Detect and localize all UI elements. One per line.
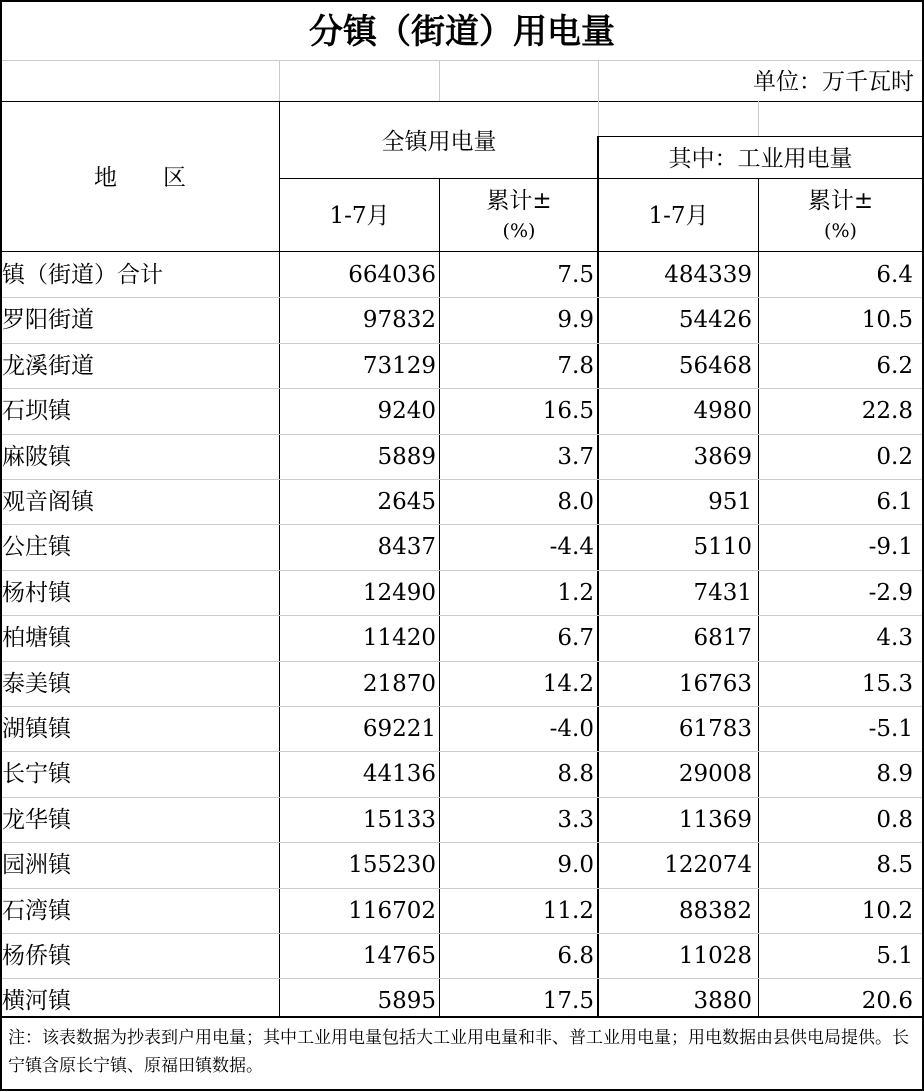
cell-industrial: 5110 <box>693 534 752 561</box>
cell-total: 73129 <box>362 352 436 379</box>
cell-total-growth: 3.7 <box>557 443 594 470</box>
cell-industrial: 88382 <box>678 897 752 924</box>
cell-total: 5889 <box>377 443 436 470</box>
header-ind-growth-unit: (%) <box>824 220 857 242</box>
cell-industrial-growth: 6.2 <box>876 352 913 379</box>
divider <box>758 101 759 136</box>
unit-label: 单位：万千瓦时 <box>753 69 914 95</box>
cell-industrial-growth: 20.6 <box>861 988 913 1015</box>
cell-industrial-growth: 4.3 <box>876 625 913 652</box>
cell-industrial: 61783 <box>678 716 752 742</box>
cell-region: 长宁镇 <box>2 761 71 788</box>
cell-region: 龙溪街道 <box>2 352 94 379</box>
cell-total: 8437 <box>377 534 436 561</box>
cell-total: 15133 <box>362 806 436 833</box>
cell-industrial: 54426 <box>678 307 752 334</box>
cell-region: 柏塘镇 <box>2 625 71 652</box>
divider <box>2 1016 922 1018</box>
cell-total: 2645 <box>377 489 436 515</box>
cell-total: 14765 <box>362 943 436 969</box>
cell-total-growth: 14.2 <box>542 670 594 697</box>
header-region: 地 区 <box>94 165 186 191</box>
divider <box>279 178 922 179</box>
cell-total: 97832 <box>362 307 436 334</box>
cell-total-growth: 1.2 <box>557 579 594 606</box>
cell-industrial-growth: 0.8 <box>876 806 913 833</box>
cell-total: 9240 <box>377 398 436 425</box>
cell-industrial-growth: 5.1 <box>876 943 913 969</box>
cell-industrial: 16763 <box>678 670 752 697</box>
cell-total: 5895 <box>377 988 436 1015</box>
cell-industrial-growth: 8.5 <box>876 852 913 879</box>
divider <box>598 136 922 137</box>
divider <box>439 60 440 101</box>
divider <box>2 251 922 252</box>
cell-industrial: 7431 <box>693 579 752 606</box>
cell-industrial-growth: 6.1 <box>876 489 913 515</box>
cell-region: 园洲镇 <box>2 852 71 879</box>
cell-total-growth: 6.7 <box>557 625 594 652</box>
cell-industrial-growth: 8.9 <box>876 761 913 788</box>
cell-industrial: 11369 <box>678 806 752 833</box>
header-total-growth: 累计± <box>486 188 552 214</box>
header-ind-period: 1-7月 <box>648 203 709 229</box>
cell-total: 12490 <box>362 579 436 606</box>
cell-region: 公庄镇 <box>2 534 71 561</box>
cell-region: 石坝镇 <box>2 398 71 425</box>
cell-industrial-growth: 10.5 <box>861 307 913 334</box>
page-title: 分镇（街道）用电量 <box>309 12 615 52</box>
cell-total-growth: 16.5 <box>542 398 594 425</box>
divider <box>2 60 922 61</box>
cell-region: 杨侨镇 <box>2 943 71 969</box>
cell-region: 镇（街道）合计 <box>2 262 163 288</box>
cell-industrial: 29008 <box>678 761 752 788</box>
cell-total: 155230 <box>348 852 436 879</box>
cell-total-growth: 6.8 <box>557 943 594 969</box>
cell-region: 罗阳街道 <box>2 307 94 334</box>
header-total-period: 1-7月 <box>329 203 390 229</box>
cell-total: 21870 <box>362 670 436 697</box>
header-ind-growth: 累计± <box>807 188 874 214</box>
divider <box>279 60 280 101</box>
cell-total: 116702 <box>348 897 436 924</box>
cell-industrial-growth: -2.9 <box>868 579 913 606</box>
cell-total-growth: 17.5 <box>542 988 594 1015</box>
cell-region: 泰美镇 <box>2 670 71 697</box>
cell-total-growth: 11.2 <box>542 897 594 924</box>
cell-region: 横河镇 <box>2 988 71 1015</box>
cell-total-growth: 9.9 <box>557 307 594 334</box>
cell-industrial-growth: 22.8 <box>861 398 913 425</box>
header-industrial-group: 其中：工业用电量 <box>668 146 853 172</box>
header-total-growth-unit: (%) <box>502 220 536 242</box>
cell-industrial-growth: 15.3 <box>861 670 913 697</box>
cell-industrial: 3880 <box>693 988 752 1015</box>
cell-total: 664036 <box>348 262 436 288</box>
divider <box>598 60 599 101</box>
cell-total: 11420 <box>362 625 436 652</box>
cell-industrial: 6817 <box>693 625 752 652</box>
cell-industrial: 3869 <box>693 443 752 470</box>
cell-total-growth: -4.4 <box>549 534 594 561</box>
cell-region: 石湾镇 <box>2 897 71 924</box>
cell-region: 湖镇镇 <box>2 716 71 742</box>
cell-total-growth: 7.5 <box>557 262 594 288</box>
cell-industrial: 951 <box>708 489 752 515</box>
cell-industrial-growth: -5.1 <box>868 716 913 742</box>
cell-total-growth: 8.0 <box>557 489 594 515</box>
cell-region: 杨村镇 <box>2 579 71 606</box>
cell-industrial: 56468 <box>678 352 752 379</box>
cell-total-growth: 3.3 <box>557 806 594 833</box>
divider <box>2 101 922 102</box>
cell-region: 观音阁镇 <box>2 489 94 515</box>
cell-industrial-growth: -9.1 <box>868 534 913 561</box>
cell-industrial-growth: 10.2 <box>861 897 913 924</box>
cell-total-growth: 7.8 <box>557 352 594 379</box>
cell-region: 麻陂镇 <box>2 443 71 470</box>
cell-total: 69221 <box>362 716 436 742</box>
cell-industrial-growth: 6.4 <box>876 262 913 288</box>
cell-industrial: 122074 <box>664 852 752 879</box>
cell-region: 龙华镇 <box>2 806 71 833</box>
header-total-group: 全镇用电量 <box>381 129 497 155</box>
cell-total-growth: 9.0 <box>557 852 594 879</box>
cell-total: 44136 <box>362 761 436 788</box>
cell-total-growth: 8.8 <box>557 761 594 788</box>
cell-industrial-growth: 0.2 <box>876 443 913 470</box>
cell-total-growth: -4.0 <box>549 716 594 742</box>
divider <box>598 101 599 136</box>
cell-industrial: 11028 <box>678 943 752 969</box>
cell-industrial: 484339 <box>664 262 752 288</box>
cell-industrial: 4980 <box>693 398 752 425</box>
footnote: 注：该表数据为抄表到户用电量；其中工业用电量包括大工业用电量和非、普工业用电量；用电数据由县供电局提供。长宁镇含原长宁镇、原福田镇数据。 <box>8 1028 909 1076</box>
